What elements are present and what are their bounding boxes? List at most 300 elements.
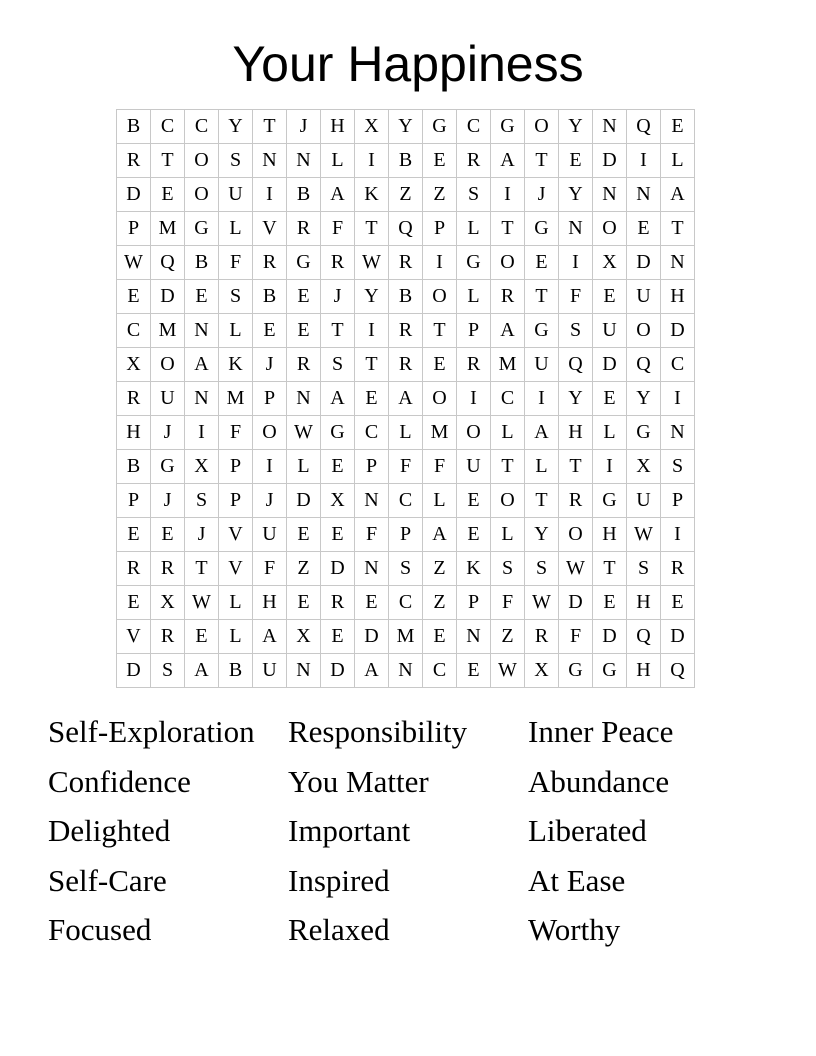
- grid-cell: C: [117, 314, 151, 348]
- grid-cell: S: [525, 552, 559, 586]
- grid-cell: T: [593, 552, 627, 586]
- grid-cell: Z: [389, 178, 423, 212]
- grid-cell: I: [355, 144, 389, 178]
- grid-cell: L: [219, 314, 253, 348]
- grid-cell: L: [593, 416, 627, 450]
- grid-cell: W: [525, 586, 559, 620]
- grid-cell: G: [151, 450, 185, 484]
- grid-row: [117, 144, 695, 178]
- grid-cell: D: [321, 654, 355, 688]
- grid-cell: T: [491, 212, 525, 246]
- grid-cell: E: [287, 586, 321, 620]
- grid-cell: E: [661, 110, 695, 144]
- grid-cell: I: [661, 518, 695, 552]
- grid-cell: A: [185, 654, 219, 688]
- grid-cell: X: [117, 348, 151, 382]
- grid-cell: S: [151, 654, 185, 688]
- grid-cell: A: [423, 518, 457, 552]
- word-list-item: Delighted: [48, 813, 171, 849]
- grid-cell: E: [321, 518, 355, 552]
- word-list-item: Focused: [48, 912, 152, 948]
- grid-cell: E: [593, 280, 627, 314]
- grid-cell: W: [627, 518, 661, 552]
- grid-cell: H: [661, 280, 695, 314]
- grid-cell: D: [559, 586, 593, 620]
- grid-cell: R: [389, 314, 423, 348]
- grid-cell: E: [423, 144, 457, 178]
- grid-cell: G: [593, 484, 627, 518]
- grid-cell: X: [627, 450, 661, 484]
- grid-cell: O: [593, 212, 627, 246]
- grid-cell: F: [491, 586, 525, 620]
- grid-cell: D: [661, 314, 695, 348]
- grid-cell: S: [661, 450, 695, 484]
- grid-cell: R: [321, 246, 355, 280]
- grid-cell: G: [627, 416, 661, 450]
- grid-cell: Q: [151, 246, 185, 280]
- page-title: Your Happiness: [232, 36, 584, 92]
- grid-cell: Y: [559, 110, 593, 144]
- grid-cell: E: [627, 212, 661, 246]
- grid-cell: W: [287, 416, 321, 450]
- grid-cell: I: [185, 416, 219, 450]
- grid-row: [117, 212, 695, 246]
- grid-cell: W: [355, 246, 389, 280]
- grid-cell: F: [423, 450, 457, 484]
- grid-cell: L: [287, 450, 321, 484]
- grid-cell: C: [389, 586, 423, 620]
- grid-row: [117, 416, 695, 450]
- grid-cell: F: [355, 518, 389, 552]
- grid-row: [117, 178, 695, 212]
- grid-cell: Z: [423, 178, 457, 212]
- grid-cell: E: [355, 586, 389, 620]
- grid-cell: O: [151, 348, 185, 382]
- grid-cell: N: [559, 212, 593, 246]
- grid-cell: B: [185, 246, 219, 280]
- grid-cell: B: [117, 110, 151, 144]
- grid-cell: D: [661, 620, 695, 654]
- grid-cell: R: [117, 382, 151, 416]
- grid-cell: Z: [491, 620, 525, 654]
- grid-cell: A: [525, 416, 559, 450]
- grid-cell: O: [457, 416, 491, 450]
- grid-cell: Y: [559, 382, 593, 416]
- grid-cell: H: [117, 416, 151, 450]
- grid-cell: N: [355, 484, 389, 518]
- grid-cell: M: [151, 314, 185, 348]
- grid-cell: P: [423, 212, 457, 246]
- grid-cell: I: [525, 382, 559, 416]
- grid-cell: E: [287, 518, 321, 552]
- grid-cell: M: [389, 620, 423, 654]
- grid-cell: U: [627, 484, 661, 518]
- grid-cell: E: [117, 280, 151, 314]
- grid-cell: E: [423, 620, 457, 654]
- grid-cell: R: [491, 280, 525, 314]
- grid-row: [117, 246, 695, 280]
- grid-cell: I: [593, 450, 627, 484]
- grid-cell: A: [661, 178, 695, 212]
- grid-cell: A: [389, 382, 423, 416]
- grid-cell: S: [559, 314, 593, 348]
- grid-cell: A: [321, 382, 355, 416]
- grid-cell: G: [525, 212, 559, 246]
- grid-cell: J: [151, 484, 185, 518]
- grid-cell: Y: [389, 110, 423, 144]
- grid-cell: J: [525, 178, 559, 212]
- grid-cell: V: [117, 620, 151, 654]
- grid-cell: G: [185, 212, 219, 246]
- grid-cell: R: [287, 348, 321, 382]
- grid-cell: R: [117, 144, 151, 178]
- grid-cell: R: [287, 212, 321, 246]
- grid-cell: S: [219, 144, 253, 178]
- grid-cell: N: [389, 654, 423, 688]
- grid-cell: L: [661, 144, 695, 178]
- grid-cell: D: [151, 280, 185, 314]
- grid-row: [117, 348, 695, 382]
- grid-cell: Y: [525, 518, 559, 552]
- grid-cell: N: [287, 144, 321, 178]
- grid-cell: N: [355, 552, 389, 586]
- word-list-item: You Matter: [288, 763, 429, 799]
- grid-cell: Q: [559, 348, 593, 382]
- grid-cell: O: [423, 280, 457, 314]
- grid-cell: I: [423, 246, 457, 280]
- grid-cell: U: [151, 382, 185, 416]
- grid-cell: X: [287, 620, 321, 654]
- grid-cell: E: [321, 620, 355, 654]
- word-list-item: Self-Care: [48, 862, 167, 898]
- grid-cell: U: [457, 450, 491, 484]
- grid-cell: H: [593, 518, 627, 552]
- grid-cell: Y: [627, 382, 661, 416]
- grid-cell: K: [355, 178, 389, 212]
- grid-cell: E: [423, 348, 457, 382]
- grid-cell: C: [423, 654, 457, 688]
- grid-cell: L: [457, 280, 491, 314]
- grid-cell: M: [423, 416, 457, 450]
- grid-cell: P: [117, 212, 151, 246]
- grid-cell: B: [117, 450, 151, 484]
- grid-cell: I: [253, 178, 287, 212]
- grid-cell: E: [185, 620, 219, 654]
- grid-cell: F: [559, 620, 593, 654]
- grid-cell: I: [627, 144, 661, 178]
- grid-cell: Q: [389, 212, 423, 246]
- grid-cell: A: [253, 620, 287, 654]
- word-list-item: Confidence: [48, 763, 191, 799]
- grid-cell: S: [219, 280, 253, 314]
- grid-cell: J: [185, 518, 219, 552]
- grid-cell: J: [321, 280, 355, 314]
- grid-cell: X: [355, 110, 389, 144]
- grid-cell: W: [185, 586, 219, 620]
- grid-cell: N: [661, 416, 695, 450]
- grid-cell: R: [559, 484, 593, 518]
- grid-cell: O: [525, 110, 559, 144]
- grid-cell: T: [253, 110, 287, 144]
- grid-cell: E: [457, 518, 491, 552]
- grid-cell: O: [253, 416, 287, 450]
- grid-cell: T: [661, 212, 695, 246]
- grid-row: [117, 110, 695, 144]
- grid-cell: P: [457, 314, 491, 348]
- grid-cell: T: [321, 314, 355, 348]
- grid-cell: A: [321, 178, 355, 212]
- grid-cell: E: [355, 382, 389, 416]
- grid-cell: P: [661, 484, 695, 518]
- grid-cell: Q: [661, 654, 695, 688]
- grid-cell: T: [491, 450, 525, 484]
- grid-cell: D: [321, 552, 355, 586]
- grid-cell: X: [525, 654, 559, 688]
- grid-cell: M: [491, 348, 525, 382]
- grid-cell: A: [355, 654, 389, 688]
- grid-cell: N: [185, 382, 219, 416]
- grid-cell: U: [525, 348, 559, 382]
- grid-cell: S: [491, 552, 525, 586]
- grid-cell: Q: [627, 620, 661, 654]
- grid-cell: G: [525, 314, 559, 348]
- grid-cell: O: [185, 178, 219, 212]
- grid-cell: K: [219, 348, 253, 382]
- grid-cell: P: [355, 450, 389, 484]
- grid-cell: H: [559, 416, 593, 450]
- grid-cell: E: [321, 450, 355, 484]
- grid-cell: E: [457, 484, 491, 518]
- grid-cell: R: [321, 586, 355, 620]
- grid-cell: G: [287, 246, 321, 280]
- grid-cell: M: [151, 212, 185, 246]
- grid-cell: L: [389, 416, 423, 450]
- grid-cell: L: [457, 212, 491, 246]
- grid-cell: Z: [287, 552, 321, 586]
- word-list-item: At Ease: [528, 862, 626, 898]
- grid-row: [117, 382, 695, 416]
- grid-cell: I: [661, 382, 695, 416]
- grid-cell: C: [389, 484, 423, 518]
- grid-cell: X: [593, 246, 627, 280]
- word-list-item: Inner Peace: [528, 714, 674, 749]
- grid-cell: E: [253, 314, 287, 348]
- word-list-column: [48, 710, 288, 958]
- grid-cell: P: [219, 484, 253, 518]
- grid-cell: C: [491, 382, 525, 416]
- grid-cell: N: [593, 110, 627, 144]
- grid-cell: E: [185, 280, 219, 314]
- grid-cell: Q: [627, 110, 661, 144]
- grid-cell: E: [559, 144, 593, 178]
- grid-cell: Z: [423, 586, 457, 620]
- grid-cell: B: [389, 144, 423, 178]
- grid-cell: B: [253, 280, 287, 314]
- grid-cell: L: [219, 586, 253, 620]
- grid-cell: P: [253, 382, 287, 416]
- grid-cell: L: [491, 518, 525, 552]
- grid-cell: G: [559, 654, 593, 688]
- grid-cell: H: [627, 654, 661, 688]
- grid-cell: E: [287, 314, 321, 348]
- grid-cell: Q: [627, 348, 661, 382]
- grid-cell: E: [117, 586, 151, 620]
- word-list-item: Relaxed: [288, 912, 390, 948]
- grid-cell: R: [117, 552, 151, 586]
- word-list-item: Self-Exploration: [48, 714, 255, 749]
- grid-cell: D: [593, 348, 627, 382]
- grid-cell: V: [219, 552, 253, 586]
- grid-cell: G: [593, 654, 627, 688]
- grid-cell: S: [185, 484, 219, 518]
- grid-cell: N: [593, 178, 627, 212]
- grid-cell: Y: [219, 110, 253, 144]
- grid-cell: R: [151, 552, 185, 586]
- grid-cell: L: [491, 416, 525, 450]
- grid-cell: D: [593, 620, 627, 654]
- grid-cell: F: [389, 450, 423, 484]
- grid-cell: R: [457, 348, 491, 382]
- grid-cell: D: [117, 178, 151, 212]
- grid-cell: C: [661, 348, 695, 382]
- grid-cell: T: [355, 348, 389, 382]
- grid-cell: E: [457, 654, 491, 688]
- grid-cell: A: [491, 314, 525, 348]
- grid-cell: T: [151, 144, 185, 178]
- grid-cell: O: [491, 246, 525, 280]
- grid-cell: E: [593, 586, 627, 620]
- grid-cell: F: [219, 416, 253, 450]
- grid-cell: N: [185, 314, 219, 348]
- grid-row: [117, 314, 695, 348]
- grid-cell: E: [151, 518, 185, 552]
- grid-cell: D: [593, 144, 627, 178]
- word-list-item: Inspired: [288, 862, 390, 898]
- grid-cell: W: [491, 654, 525, 688]
- grid-cell: C: [355, 416, 389, 450]
- word-list-item: Responsibility: [288, 714, 468, 749]
- grid-cell: H: [627, 586, 661, 620]
- grid-cell: X: [151, 586, 185, 620]
- grid-cell: S: [627, 552, 661, 586]
- grid-cell: R: [151, 620, 185, 654]
- grid-cell: A: [185, 348, 219, 382]
- grid-cell: F: [253, 552, 287, 586]
- grid-cell: G: [423, 110, 457, 144]
- grid-cell: X: [321, 484, 355, 518]
- grid-cell: E: [661, 586, 695, 620]
- grid-cell: M: [219, 382, 253, 416]
- grid-row: [117, 484, 695, 518]
- word-list-item: Abundance: [528, 763, 670, 799]
- grid-cell: I: [457, 382, 491, 416]
- grid-cell: N: [287, 382, 321, 416]
- grid-cell: R: [389, 246, 423, 280]
- grid-cell: U: [593, 314, 627, 348]
- grid-cell: K: [457, 552, 491, 586]
- grid-cell: O: [559, 518, 593, 552]
- word-list-item: Liberated: [528, 813, 647, 849]
- grid-cell: L: [423, 484, 457, 518]
- grid-cell: O: [491, 484, 525, 518]
- grid-cell: L: [219, 620, 253, 654]
- grid-cell: H: [321, 110, 355, 144]
- grid-cell: N: [627, 178, 661, 212]
- grid-cell: Y: [559, 178, 593, 212]
- grid-cell: E: [117, 518, 151, 552]
- grid-cell: G: [457, 246, 491, 280]
- word-search-grid: [116, 109, 695, 688]
- grid-cell: N: [253, 144, 287, 178]
- grid-row: [117, 450, 695, 484]
- grid-cell: T: [525, 144, 559, 178]
- word-list-item: Important: [288, 813, 411, 849]
- grid-cell: F: [559, 280, 593, 314]
- grid-cell: R: [253, 246, 287, 280]
- grid-cell: O: [627, 314, 661, 348]
- grid-cell: W: [559, 552, 593, 586]
- grid-cell: C: [151, 110, 185, 144]
- grid-row: [117, 620, 695, 654]
- grid-cell: X: [185, 450, 219, 484]
- grid-cell: H: [253, 586, 287, 620]
- grid-cell: J: [151, 416, 185, 450]
- grid-cell: V: [253, 212, 287, 246]
- grid-cell: T: [355, 212, 389, 246]
- grid-cell: N: [661, 246, 695, 280]
- grid-cell: U: [253, 518, 287, 552]
- word-list-column: [528, 710, 768, 958]
- grid-cell: I: [491, 178, 525, 212]
- grid-cell: J: [253, 484, 287, 518]
- grid-cell: Z: [423, 552, 457, 586]
- grid-cell: L: [219, 212, 253, 246]
- grid-cell: C: [185, 110, 219, 144]
- word-list-column: [288, 710, 528, 958]
- grid-cell: T: [525, 484, 559, 518]
- grid-cell: B: [389, 280, 423, 314]
- grid-cell: D: [627, 246, 661, 280]
- grid-cell: T: [525, 280, 559, 314]
- grid-cell: U: [627, 280, 661, 314]
- grid-cell: C: [457, 110, 491, 144]
- grid-cell: F: [219, 246, 253, 280]
- grid-cell: T: [559, 450, 593, 484]
- grid-cell: S: [457, 178, 491, 212]
- grid-cell: F: [321, 212, 355, 246]
- grid-cell: J: [287, 110, 321, 144]
- grid-cell: T: [423, 314, 457, 348]
- grid-row: [117, 654, 695, 688]
- grid-cell: W: [117, 246, 151, 280]
- grid-cell: E: [593, 382, 627, 416]
- grid-cell: R: [457, 144, 491, 178]
- grid-cell: N: [287, 654, 321, 688]
- grid-cell: N: [457, 620, 491, 654]
- grid-cell: B: [287, 178, 321, 212]
- grid-row: [117, 518, 695, 552]
- grid-cell: J: [253, 348, 287, 382]
- grid-cell: I: [253, 450, 287, 484]
- grid-cell: B: [219, 654, 253, 688]
- grid-cell: L: [321, 144, 355, 178]
- grid-cell: U: [219, 178, 253, 212]
- grid-cell: I: [355, 314, 389, 348]
- grid-cell: P: [219, 450, 253, 484]
- grid-cell: T: [185, 552, 219, 586]
- grid-cell: G: [491, 110, 525, 144]
- grid-row: [117, 586, 695, 620]
